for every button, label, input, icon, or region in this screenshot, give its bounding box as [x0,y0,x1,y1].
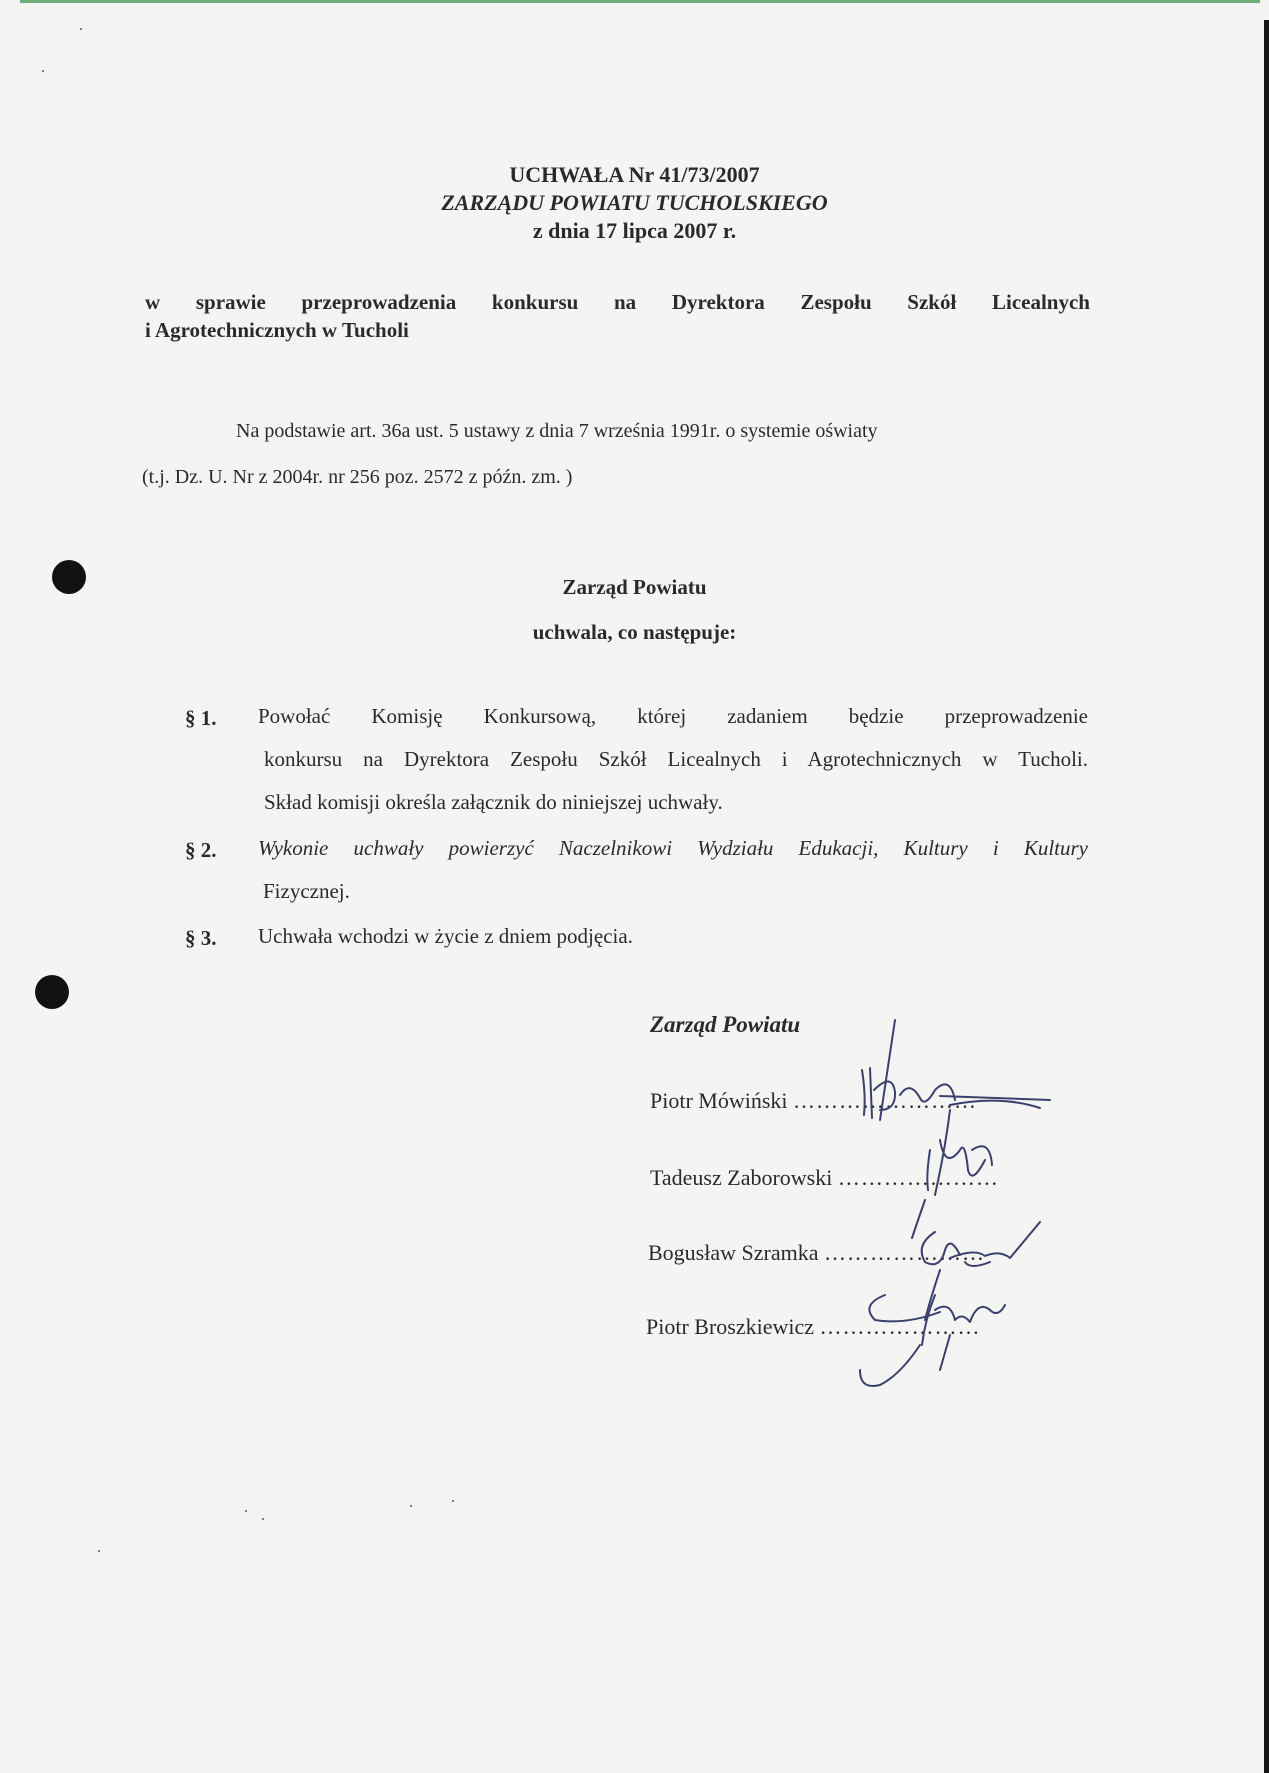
signer-name: Tadeusz Zaborowski [650,1165,833,1190]
resolution-number: UCHWAŁA Nr 41/73/2007 [509,162,760,187]
scan-speck [410,1505,412,1507]
scan-top-border [20,0,1260,3]
paragraph-number: § 3. [185,926,217,950]
resolution-date: z dnia 17 lipca 2007 r. [532,218,737,243]
signature-szramka [922,1222,1040,1320]
subject-line: i Agrotechnicznych w Tucholi [145,318,409,342]
signature-dots: ………………… [823,1240,985,1265]
paragraph-line: Skład komisji określa załącznik do niniejszej uchwały. [264,790,723,814]
scan-speck [245,1510,247,1512]
paragraph-line: Fizycznej. [263,879,350,903]
paragraph-2 [258,827,1088,913]
resolution-intro: uchwala, co następuje: [532,620,737,644]
scan-speck [262,1518,264,1520]
signature-broszkiewicz [860,1295,1005,1386]
paragraph-3 [258,915,1088,958]
signature-dots: ………………… [837,1165,999,1190]
signer-name: Piotr Mówiński [650,1088,788,1113]
paragraph-number: § 2. [185,838,217,862]
signature-dots: ………………… [819,1314,981,1339]
paragraph-1 [258,695,1088,824]
scan-speck [80,28,82,30]
scan-speck [98,1550,100,1552]
paragraph-number: § 1. [185,706,217,730]
legal-basis-line: Na podstawie art. 36a ust. 5 ustawy z dnia 7 września 1991r. o systemie oświaty [236,420,878,442]
punch-hole-bottom [35,975,69,1009]
scan-right-edge [1264,20,1269,1773]
subject-line: w sprawie przeprowadzenia konkursu na Dyrektora Zespołu Szkół Licealnych [145,290,1090,314]
paragraph-line: Wykonie uchwały powierzyć Naczelnikowi Wydziału Edukacji, Kultury i Kultury [258,836,1088,860]
scan-speck [42,70,44,72]
paragraph-line: Uchwała wchodzi w życie z dniem podjęcia. [258,924,633,948]
scan-speck [452,1500,454,1502]
resolution-body-heading: Zarząd Powiatu [562,575,707,599]
legal-basis-line: (t.j. Dz. U. Nr z 2004r. nr 256 poz. 2572 z późn. zm. ) [142,466,573,488]
signer-name: Bogusław Szramka [648,1240,819,1265]
signature-block-heading: Zarząd Powiatu [650,1012,801,1037]
signer-line [650,1165,999,1191]
paragraph-line: Powołać Komisję Konkursową, której zadaniem będzie przeprowadzenie [258,704,1088,728]
signer-name: Piotr Broszkiewicz [646,1314,815,1339]
signature-dots: …………………… [793,1088,978,1113]
issuing-body: ZARZĄDU POWIATU TUCHOLSKIEGO [441,190,828,215]
signer-line [650,1088,977,1114]
signer-line [646,1314,981,1340]
paragraph-line: konkursu na Dyrektora Zespołu Szkół Licealnych i Agrotechnicznych w Tucholi. [264,747,1088,771]
resolution-subject [145,288,1090,344]
signer-line [648,1240,985,1266]
